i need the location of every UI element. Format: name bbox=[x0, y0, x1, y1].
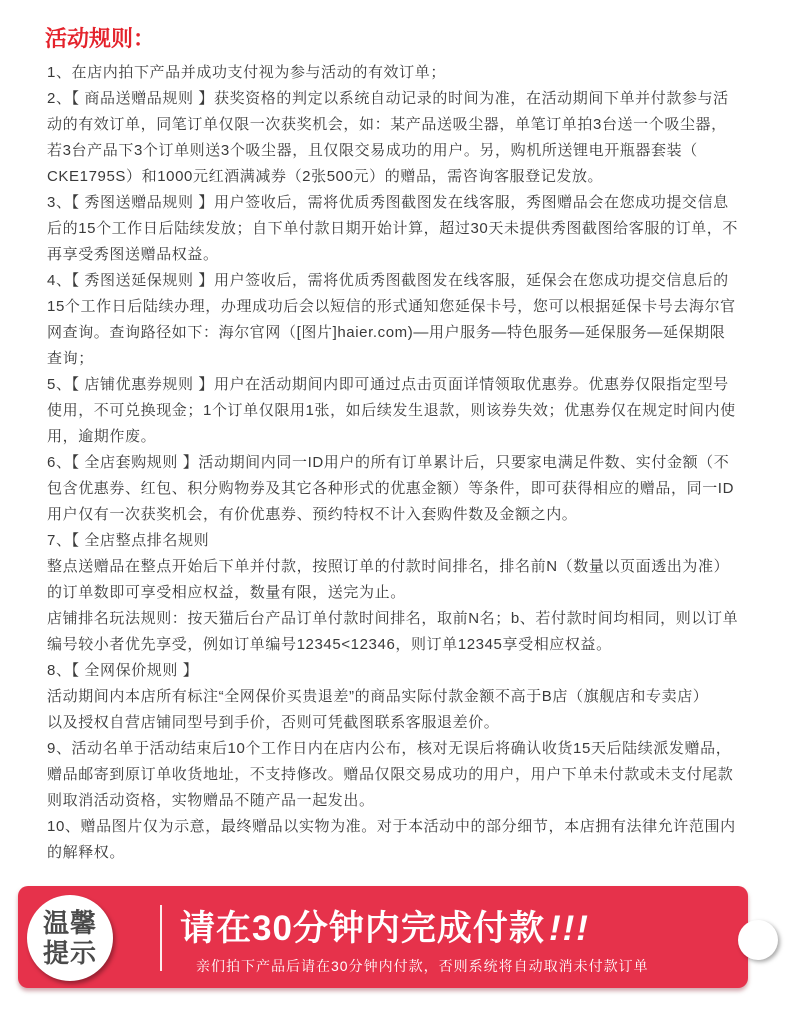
rule-9 bbox=[47, 736, 767, 814]
banner-divider bbox=[160, 905, 162, 971]
rule-line: 整点送赠品在整点开始后下单并付款，按照订单的付款时间排名，排名前N（数量以页面透出为准） bbox=[47, 558, 730, 575]
notice-headline bbox=[180, 908, 590, 950]
rule-line: 用户仅有一次获奖机会，有价优惠券、预约特权不计入套购件数及金额之内。 bbox=[47, 506, 578, 523]
rule-line: 查询； bbox=[47, 350, 94, 367]
rule-line: 活动期间内本店所有标注“全网保价买贵退差”的商品实际付款金额不高于B店（旗舰店和专卖店） bbox=[47, 688, 709, 705]
rule-3 bbox=[47, 190, 767, 268]
badge-line-2: 提示 bbox=[42, 938, 97, 968]
rules-title: 活动规则： bbox=[45, 27, 156, 52]
notice-subtext: 亲们拍下产品后请在30分钟内付款，否则系统将自动取消未付款订单 bbox=[196, 958, 649, 974]
rule-line: 用，逾期作废。 bbox=[47, 428, 157, 445]
notice-headline-text: 请在30分钟内完成付款 bbox=[180, 909, 545, 948]
rule-line: 9、活动名单于活动结束后10个工作日内在店内公布，核对无误后将确认收货15天后陆续派发赠品， bbox=[47, 740, 732, 757]
badge-line-1: 温馨 bbox=[42, 908, 97, 938]
rule-2 bbox=[47, 86, 767, 190]
banner-circle-decoration bbox=[738, 920, 778, 960]
rule-line: 再享受秀图送赠品权益。 bbox=[47, 246, 219, 263]
rule-line: 3、【 秀图送赠品规则 】用户签收后，需将优质秀图截图发在线客服，秀图赠品会在您成功提交信息 bbox=[47, 194, 729, 211]
rule-5 bbox=[47, 372, 767, 450]
rule-line: 编号较小者优先享受，例如订单编号12345<12346，则订单12345享受相应权益。 bbox=[47, 636, 612, 653]
rule-line: 的解释权。 bbox=[47, 844, 126, 861]
rule-line: 赠品邮寄到原订单收货地址，不支持修改。赠品仅限交易成功的用户，用户下单未付款或未支付尾款 bbox=[47, 766, 734, 783]
notice-headline-emphasis: !!! bbox=[548, 909, 590, 948]
rule-line: 6、【 全店套购规则 】活动期间内同一ID用户的所有订单累计后，只要家电满足件数、实付金额（不 bbox=[47, 454, 730, 471]
rule-line: 则取消活动资格，实物赠品不随产品一起发出。 bbox=[47, 792, 375, 809]
rule-7 bbox=[47, 528, 767, 658]
payment-notice-banner bbox=[18, 886, 748, 988]
rule-line: 1、在店内拍下产品并成功支付视为参与活动的有效订单； bbox=[47, 64, 446, 81]
rule-line: 包含优惠券、红包、积分购物券及其它各种形式的优惠金额）等条件，即可获得相应的赠品，同一ID bbox=[47, 480, 735, 497]
rule-line: 4、【 秀图送延保规则 】用户签收后，需将优质秀图截图发在线客服，延保会在您成功提交信息后的 bbox=[47, 272, 729, 289]
rule-line: 的订单数即可享受相应权益，数量有限，送完为止。 bbox=[47, 584, 406, 601]
rule-line: 若3台产品下3个订单则送3个吸尘器，且仅限交易成功的用户。另，购机所送锂电开瓶器套装（ bbox=[47, 142, 698, 159]
rule-line: 7、【 全店整点排名规则 bbox=[47, 532, 210, 549]
rule-line: 动的有效订单，同笔订单仅限一次获奖机会，如：某产品送吸尘器，单笔订单拍3台送一个吸尘器， bbox=[47, 116, 727, 133]
rule-line: 店铺排名玩法规则：按天猫后台产品订单付款时间排名，取前N名；b、若付款时间均相同，则以订单 bbox=[47, 610, 739, 627]
rule-10 bbox=[47, 814, 767, 866]
rule-line: 8、【 全网保价规则 】 bbox=[47, 662, 199, 679]
rule-line: 15个工作日后陆续办理，办理成功后会以短信的形式通知您延保卡号，您可以根据延保卡号去海尔官 bbox=[47, 298, 736, 315]
rule-line: CKE1795S）和1000元红酒满减券（2张500元）的赠品，需咨询客服登记发放。 bbox=[47, 168, 604, 185]
rule-line: 2、【 商品送赠品规则 】获奖资格的判定以系统自动记录的时间为准，在活动期间下单并付款参与活 bbox=[47, 90, 729, 107]
rule-line: 10、赠品图片仅为示意，最终赠品以实物为准。对于本活动中的部分细节，本店拥有法律允许范围内 bbox=[47, 818, 736, 835]
rule-line: 使用，不可兑换现金；1个订单仅限用1张，如后续发生退款，则该券失效；优惠券仅在规定时间内使 bbox=[47, 402, 736, 419]
rule-line: 以及授权自营店铺同型号到手价，否则可凭截图联系客服退差价。 bbox=[47, 714, 500, 731]
notice-badge bbox=[27, 895, 113, 981]
rule-line: 网查询。查询路径如下：海尔官网（[图片]haier.com)—用户服务—特色服务—延保服务—延保期限 bbox=[47, 324, 726, 341]
rules-list bbox=[47, 60, 767, 866]
rule-8 bbox=[47, 658, 767, 736]
rule-4 bbox=[47, 268, 767, 372]
rule-line: 5、【 店铺优惠券规则 】用户在活动期间内即可通过点击页面详情领取优惠券。优惠券仅限指定型号 bbox=[47, 376, 729, 393]
rule-line: 后的15个工作日后陆续发放；自下单付款日期开始计算，超过30天未提供秀图截图给客服的订单，不 bbox=[47, 220, 738, 237]
rule-6 bbox=[47, 450, 767, 528]
rule-1 bbox=[47, 60, 767, 86]
